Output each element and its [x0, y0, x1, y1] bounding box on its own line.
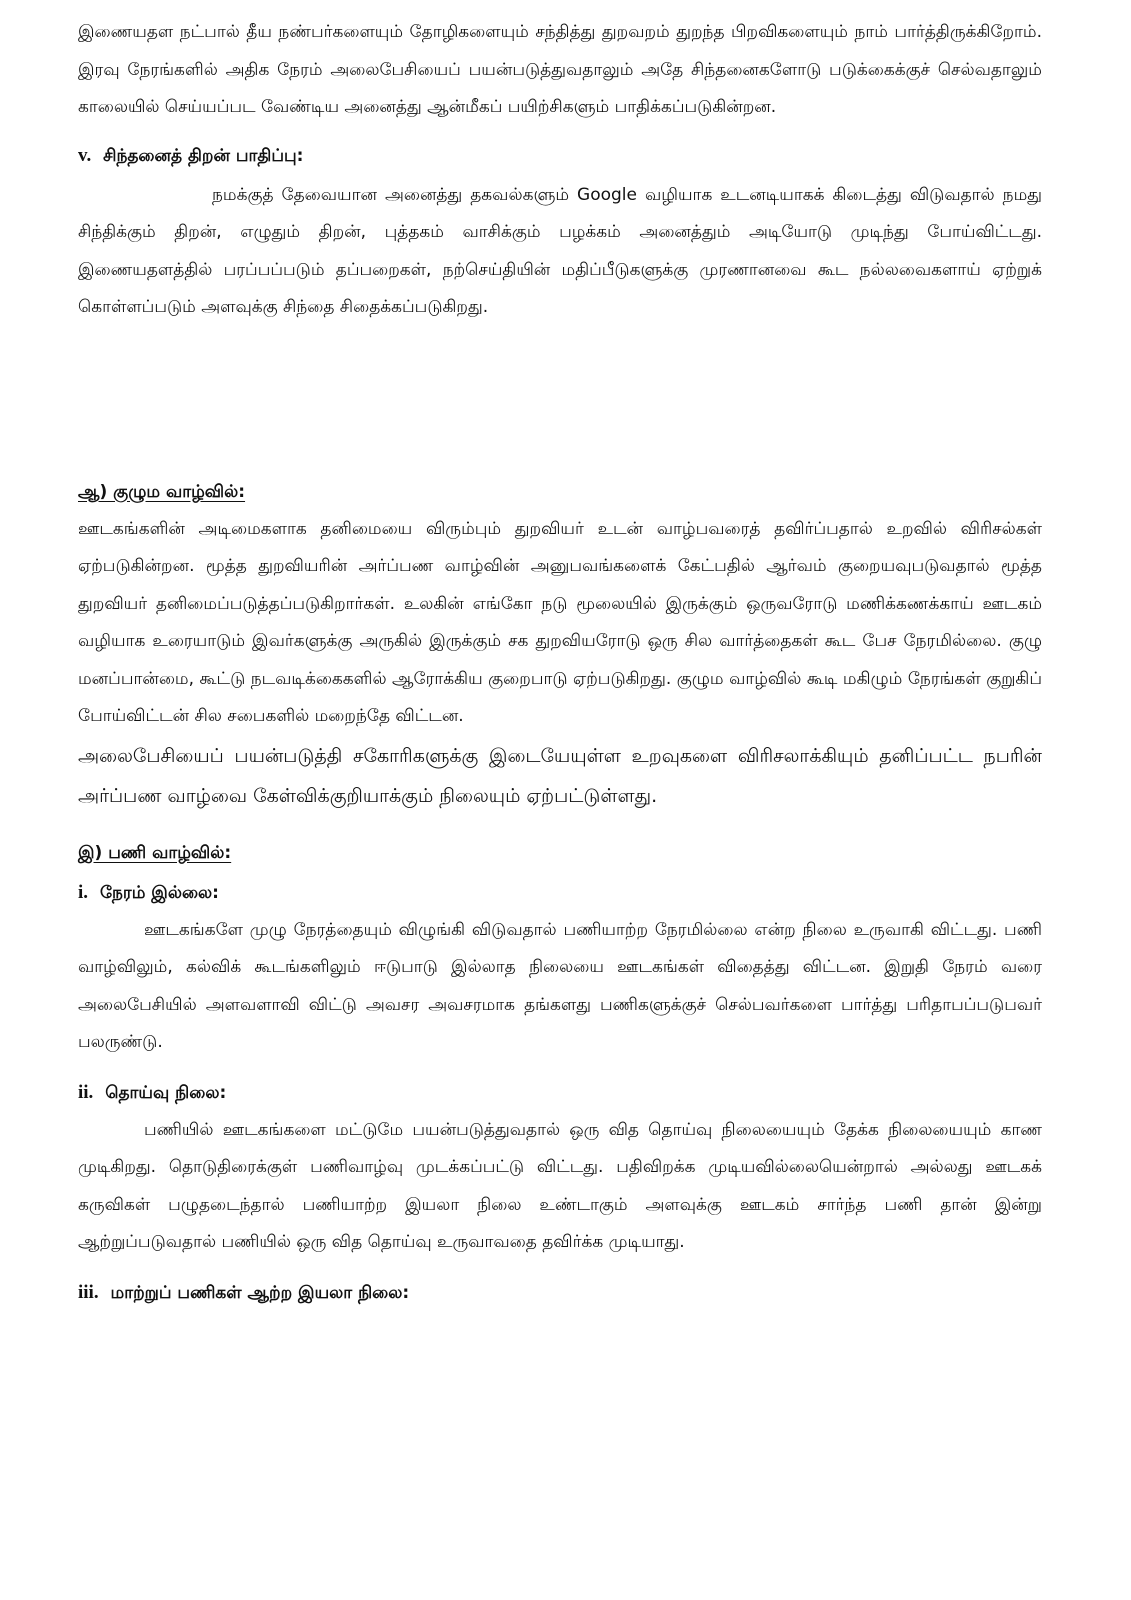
heading-v [78, 141, 1042, 171]
heading-i3-number: iii. [78, 1281, 99, 1303]
heading-i1-number: i. [78, 881, 89, 903]
heading-i [78, 838, 1042, 868]
heading-i1 [78, 878, 1042, 908]
paragraph-i2: பணியில் ஊடகங்களை மட்டுமே பயன்படுத்துவதால் ஒரு வித தொய்வு நிலையையும் தேக்க நிலையையும் காண முடிகிறது. தொடுதிரைக்குள் பணிவாழ்வு முடக்கப்பட்டு விட்டது. பதிவிறக்க முடியவில்லையென்றால் அல்லது ஊடகக் கருவிகள் பழுதடைந்தால் பணியாற்ற இயலா நிலை உண்டாகும் அளவுக்கு ஊடகம் சார்ந்த பணி தான் இன்று ஆற்றுப்படுவதால் பணியில் ஒரு வித தொய்வு உருவாவதை தவிர்க்க முடியாது. [78, 1119, 1042, 1252]
paragraph-aa-2: அலைபேசியைப் பயன்படுத்தி சகோரிகளுக்கு இடையேயுள்ள உறவுகளை விரிசலாக்கியும் தனிப்பட்ட நபரின் அர்ப்பண வாழ்வை கேள்விக்குறியாக்கும் நிலையும் ஏற்பட்டுள்ளது. [78, 744, 1042, 807]
heading-i1-text: நேரம் இல்லை: [99, 882, 219, 903]
paragraph-i1: ஊடகங்களே முழு நேரத்தையும் விழுங்கி விடுவதால் பணியாற்ற நேரமில்லை என்ற நிலை உருவாகி விட்டது. பணி வாழ்விலும், கல்விக் கூடங்களிலும் ஈடுபாடு இல்லாத நிலையை ஊடகங்கள் விதைத்து விட்டன. இறுதி நேரம் வரை அலைபேசியில் அளவளாவி விட்டு அவசர அவசரமாக தங்களது பணிகளுக்குச் செல்பவர்களை பார்த்து பரிதாபப்படுபவர் பலருண்டு. [78, 919, 1042, 1052]
paragraph-v: நமக்குத் தேவையான அனைத்து தகவல்களும் Google வழியாக உடனடியாகக் கிடைத்து விடுவதால் நமது சிந்திக்கும் திறன், எழுதும் திறன், புத்தகம் வாசிக்கும் பழக்கம் அனைத்தும் அடியோடு முடிந்து போய்விட்டது. இணையதளத்தில் பரப்பப்படும் தப்பறைகள், நற்செய்தியின் மதிப்பீடுகளுக்கு முரணானவை கூட நல்லவைகளாய் ஏற்றுக் கொள்ளப்படும் அளவுக்கு சிந்தை சிதைக்கப்படுகிறது. [78, 184, 1042, 317]
heading-i2 [78, 1078, 1042, 1108]
heading-i2-text: தொய்வு நிலை: [105, 1082, 227, 1103]
document-page [78, 14, 1042, 1308]
heading-v-number: v. [78, 144, 92, 166]
heading-i3 [78, 1278, 1042, 1308]
heading-aa-text: ஆ) குழும வாழ்வில்: [78, 481, 246, 502]
heading-i3-text: மாற்றுப் பணிகள் ஆற்ற இயலா நிலை: [110, 1282, 410, 1303]
paragraph-intro: இணையதள நட்பால் தீய நண்பர்களையும் தோழிகளையும் சந்தித்து துறவறம் துறந்த பிறவிகளையும் நாம் பார்த்திருக்கிறோம். இரவு நேரங்களில் அதிக நேரம் அலைபேசியைப் பயன்படுத்துவதாலும் அதே சிந்தனைகளோடு படுக்கைக்குச் செல்வதாலும் காலையில் செய்யப்பட வேண்டிய அனைத்து ஆன்மீகப் பயிற்சிகளும் பாதிக்கப்படுகின்றன. [78, 22, 1042, 117]
paragraph-aa-1: ஊடகங்களின் அடிமைகளாக தனிமையை விரும்பும் துறவியர் உடன் வாழ்பவரைத் தவிர்ப்பதால் உறவில் விரிசல்கள் ஏற்படுகின்றன. மூத்த துறவியரின் அர்ப்பண வாழ்வின் அனுபவங்களைக் கேட்பதில் ஆர்வம் குறையவுபடுவதால் மூத்த துறவியர் தனிமைப்படுத்தப்படுகிறார்கள். உலகின் எங்கோ நடு மூலையில் இருக்கும் ஒருவரோடு மணிக்கணக்காய் ஊடகம் வழியாக உரையாடும் இவர்களுக்கு அருகில் இருக்கும் சக துறவியரோடு ஒரு சில வார்த்தைகள் கூட பேச நேரமில்லை. குழு மனப்பான்மை, கூட்டு நடவடிக்கைகளில் ஆரோக்கிய குறைபாடு ஏற்படுகிறது. குழும வாழ்வில் கூடி மகிழும் நேரங்கள் குறுகிப் போய்விட்டன் சில சபைகளில் மறைந்தே விட்டன. [78, 518, 1042, 726]
heading-aa [78, 477, 1042, 507]
heading-i2-number: ii. [78, 1081, 94, 1103]
heading-i-text: இ) பணி வாழ்வில்: [78, 842, 232, 863]
heading-v-text: சிந்தனைத் திறன் பாதிப்பு: [103, 145, 304, 166]
